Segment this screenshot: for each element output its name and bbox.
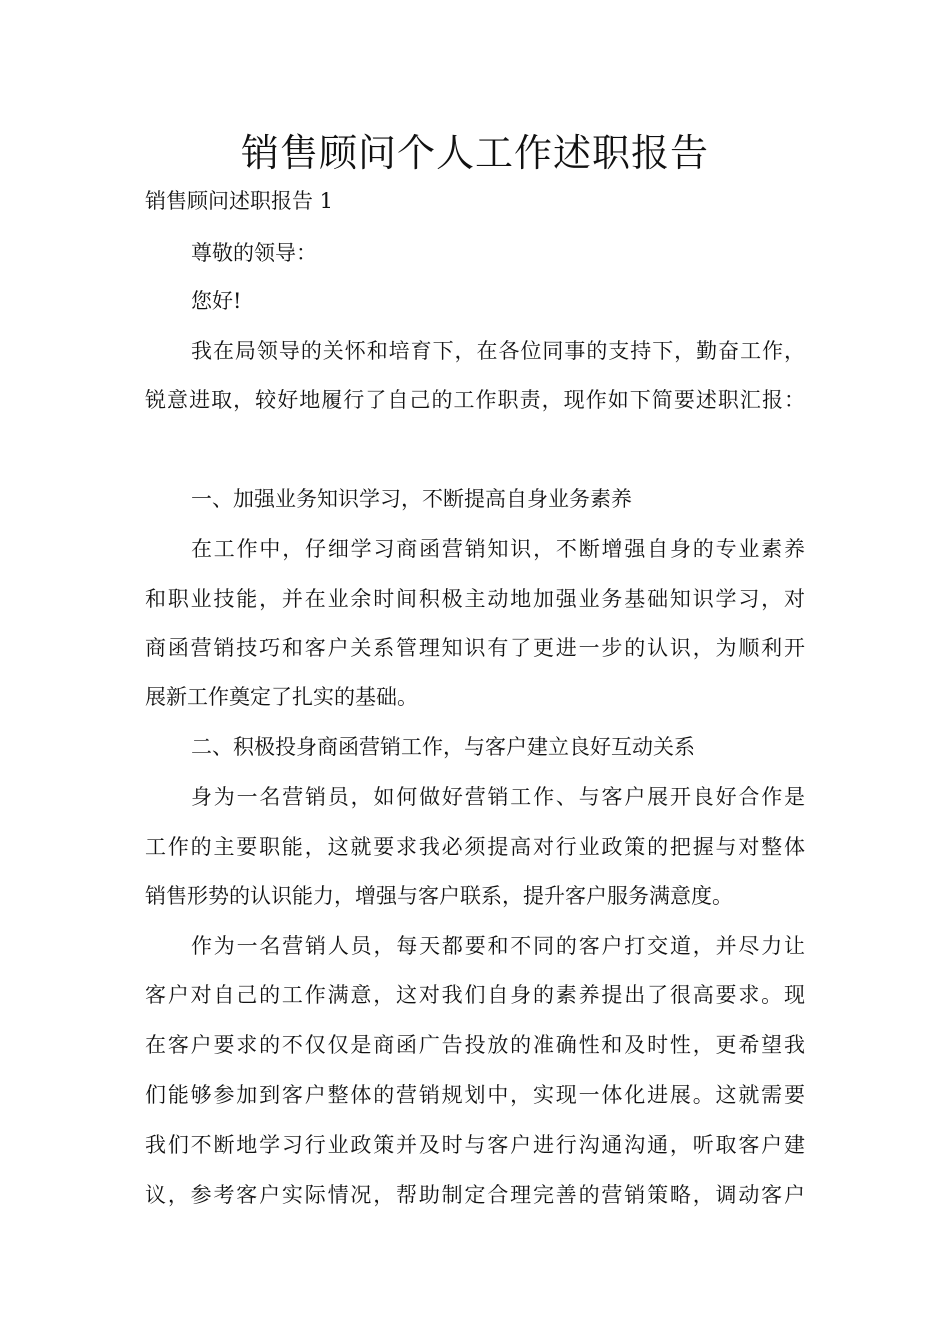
section1-line-3: 商函营销技巧和客户关系管理知识有了更进一步的认识，为顺利开 — [145, 636, 805, 660]
section1-line-2: 和职业技能，并在业余时间积极主动地加强业务基础知识学习，对 — [145, 587, 805, 611]
section2-para2-line-4: 们能够参加到客户整体的营销规划中，实现一体化进展。这就需要 — [145, 1083, 805, 1107]
report-subtitle: 销售顾问述职报告 1 — [145, 189, 334, 213]
section2-para1-line-2: 工作的主要职能，这就要求我必须提高对行业政策的把握与对整体 — [145, 835, 805, 859]
document-title: 销售顾问个人工作述职报告 — [240, 131, 709, 175]
section2-para2-line-2: 客户对自己的工作满意，这对我们自身的素养提出了很高要求。现 — [145, 983, 805, 1007]
section1-heading: 一、加强业务知识学习，不断提高自身业务素养 — [191, 487, 632, 511]
section2-para2-line-5: 我们不断地学习行业政策并及时与客户进行沟通沟通，听取客户建 — [145, 1133, 805, 1157]
section2-para1-line-3: 销售形势的认识能力，增强与客户联系，提升客户服务满意度。 — [145, 884, 733, 908]
section1-line-4: 展新工作奠定了扎实的基础。 — [145, 685, 418, 709]
section2-para1-line-1: 身为一名营销员，如何做好营销工作、与客户展开良好合作是 — [191, 785, 805, 809]
salutation: 尊敬的领导： — [191, 241, 317, 265]
intro-line-1: 我在局领导的关怀和培育下，在各位同事的支持下，勤奋工作， — [191, 339, 805, 363]
section1-line-1: 在工作中，仔细学习商函营销知识，不断增强自身的专业素养 — [191, 537, 805, 561]
intro-line-2: 锐意进取，较好地履行了自己的工作职责，现作如下简要述职汇报： — [145, 388, 805, 412]
greeting: 您好! — [191, 289, 242, 313]
section2-para2-line-6: 议，参考客户实际情况，帮助制定合理完善的营销策略，调动客户 — [145, 1183, 805, 1207]
section2-heading: 二、积极投身商函营销工作，与客户建立良好互动关系 — [191, 735, 695, 759]
section2-para2-line-1: 作为一名营销人员，每天都要和不同的客户打交道，并尽力让 — [191, 934, 805, 958]
section2-para2-line-3: 在客户要求的不仅仅是商函广告投放的准确性和及时性，更希望我 — [145, 1033, 805, 1057]
